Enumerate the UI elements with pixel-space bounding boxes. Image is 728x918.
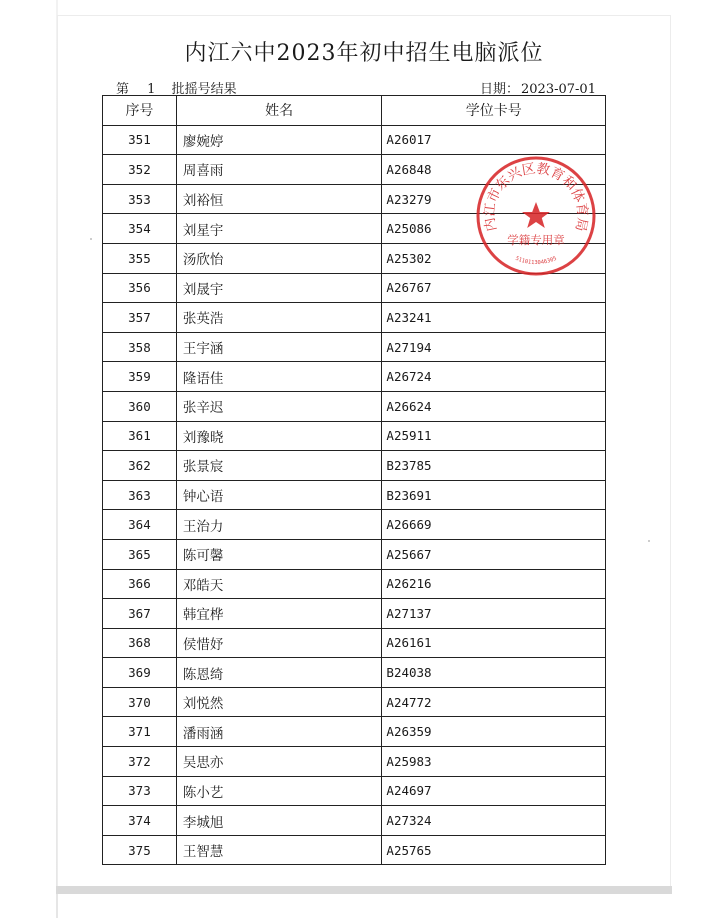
table-row <box>103 362 606 392</box>
name-cell: 韩宜桦 <box>176 599 382 629</box>
code-cell: A26724 <box>382 362 606 392</box>
scan-speck <box>90 238 92 240</box>
name-cell: 王宇涵 <box>176 332 382 362</box>
table-row <box>103 451 606 481</box>
table-row <box>103 539 606 569</box>
code-cell: A26216 <box>382 569 606 599</box>
table-row <box>103 510 606 540</box>
name-cell: 隆语佳 <box>176 362 382 392</box>
name-cell: 周喜雨 <box>176 155 382 185</box>
table-row <box>103 687 606 717</box>
header-seq: 序号 <box>103 96 177 126</box>
name-cell: 汤欣怡 <box>176 243 382 273</box>
table-row <box>103 421 606 451</box>
batch-prefix: 第 <box>116 82 130 97</box>
name-cell: 钟心语 <box>176 480 382 510</box>
name-cell: 吴思亦 <box>176 747 382 777</box>
seq-cell: 374 <box>103 806 177 836</box>
name-cell: 张英浩 <box>176 303 382 333</box>
name-cell: 王智慧 <box>176 835 382 865</box>
seq-cell: 365 <box>103 539 177 569</box>
table-row <box>103 569 606 599</box>
code-cell: A25765 <box>382 835 606 865</box>
name-cell: 张辛迟 <box>176 391 382 421</box>
batch-suffix: 批摇号结果 <box>171 82 237 97</box>
code-cell: A26017 <box>382 125 606 155</box>
name-cell: 刘晟宇 <box>176 273 382 303</box>
seq-cell: 360 <box>103 391 177 421</box>
table-header-row <box>103 96 606 126</box>
seq-cell: 359 <box>103 362 177 392</box>
seq-cell: 373 <box>103 776 177 806</box>
code-cell: A27137 <box>382 599 606 629</box>
seq-cell: 369 <box>103 658 177 688</box>
code-cell: A27324 <box>382 806 606 836</box>
code-cell: A26161 <box>382 628 606 658</box>
seq-cell: 351 <box>103 125 177 155</box>
table-row <box>103 658 606 688</box>
name-cell: 李城旭 <box>176 806 382 836</box>
name-cell: 王治力 <box>176 510 382 540</box>
table-row <box>103 332 606 362</box>
scan-speck <box>648 540 650 542</box>
name-cell: 张景宸 <box>176 451 382 481</box>
document-title: 内江六中2023年初中招生电脑派位 <box>184 41 544 66</box>
seal-center-text: 学籍专用章 <box>507 233 565 247</box>
seq-cell: 370 <box>103 687 177 717</box>
name-cell: 刘裕恒 <box>176 184 382 214</box>
code-cell: B24038 <box>382 658 606 688</box>
name-cell: 刘豫晓 <box>176 421 382 451</box>
table-row <box>103 747 606 777</box>
code-cell: A26359 <box>382 717 606 747</box>
code-cell: A25086 <box>382 214 606 244</box>
seq-cell: 352 <box>103 155 177 185</box>
batch-number: 1 <box>147 82 156 97</box>
header-name: 姓名 <box>176 96 382 126</box>
name-cell: 刘星宇 <box>176 214 382 244</box>
seq-cell: 368 <box>103 628 177 658</box>
seq-cell: 358 <box>103 332 177 362</box>
seq-cell: 364 <box>103 510 177 540</box>
code-cell: A25302 <box>382 243 606 273</box>
seq-cell: 372 <box>103 747 177 777</box>
code-cell: A26848 <box>382 155 606 185</box>
seq-cell: 362 <box>103 451 177 481</box>
code-cell: B23785 <box>382 451 606 481</box>
code-cell: A25911 <box>382 421 606 451</box>
scan-bottom-edge <box>56 886 672 894</box>
table-row <box>103 835 606 865</box>
table-row <box>103 717 606 747</box>
seq-cell: 356 <box>103 273 177 303</box>
date-value: 2023-07-01 <box>521 82 596 97</box>
seal-arc-text: 内江市东兴区教育和体育局 <box>481 160 591 233</box>
seq-cell: 363 <box>103 480 177 510</box>
seq-cell: 367 <box>103 599 177 629</box>
seq-cell: 357 <box>103 303 177 333</box>
table-row <box>103 806 606 836</box>
seq-cell: 375 <box>103 835 177 865</box>
code-cell: A25983 <box>382 747 606 777</box>
code-cell: A26624 <box>382 391 606 421</box>
date-label: 日期： <box>480 82 520 97</box>
seal-serial: 5110113046305 <box>514 255 558 267</box>
code-cell: A23241 <box>382 303 606 333</box>
seal-star-icon <box>522 202 550 228</box>
name-cell: 刘悦然 <box>176 687 382 717</box>
name-cell: 侯惜妤 <box>176 628 382 658</box>
header-code: 学位卡号 <box>382 96 606 126</box>
code-cell: A27194 <box>382 332 606 362</box>
table-row <box>103 776 606 806</box>
name-cell: 陈小艺 <box>176 776 382 806</box>
seq-cell: 371 <box>103 717 177 747</box>
table-row <box>103 125 606 155</box>
code-cell: A24772 <box>382 687 606 717</box>
official-seal <box>474 154 598 278</box>
table-row <box>103 303 606 333</box>
name-cell: 潘雨涵 <box>176 717 382 747</box>
code-cell: A26669 <box>382 510 606 540</box>
code-cell: B23691 <box>382 480 606 510</box>
code-cell: A23279 <box>382 184 606 214</box>
table-row <box>103 599 606 629</box>
seq-cell: 355 <box>103 243 177 273</box>
seq-cell: 361 <box>103 421 177 451</box>
table-row <box>103 480 606 510</box>
code-cell: A24697 <box>382 776 606 806</box>
seq-cell: 366 <box>103 569 177 599</box>
code-cell: A25667 <box>382 539 606 569</box>
code-cell: A26767 <box>382 273 606 303</box>
name-cell: 陈恩绮 <box>176 658 382 688</box>
name-cell: 邓皓天 <box>176 569 382 599</box>
table-row <box>103 391 606 421</box>
table-row <box>103 628 606 658</box>
seq-cell: 354 <box>103 214 177 244</box>
name-cell: 廖婉婷 <box>176 125 382 155</box>
name-cell: 陈可馨 <box>176 539 382 569</box>
seq-cell: 353 <box>103 184 177 214</box>
